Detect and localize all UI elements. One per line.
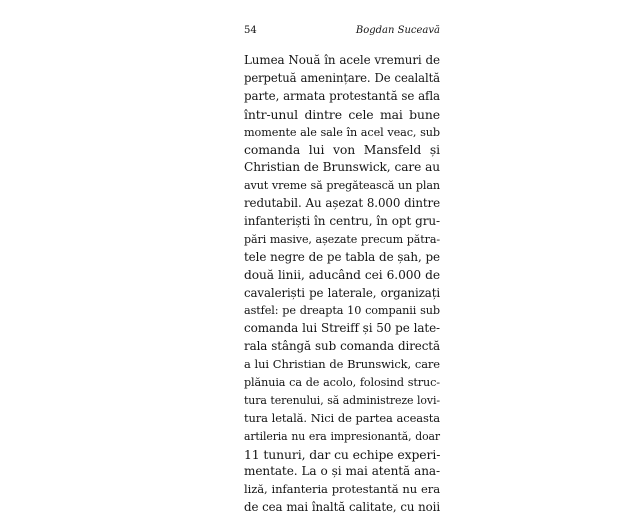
text-line: plănuia ca de acolo, folosind struc-	[244, 376, 440, 390]
running-head-author: Bogdan Suceavă	[355, 25, 440, 36]
text-line: tura terenului, să administreze lovi-	[244, 393, 440, 407]
text-line: rala stângă sub comanda directă	[244, 339, 440, 354]
text-line: două linii, aducând cei 6.000 de	[244, 267, 440, 282]
body-text	[244, 52, 440, 517]
text-line: Christian de Brunswick, care au	[244, 160, 440, 175]
text-line: astfel: pe dreapta 10 companii sub	[244, 304, 440, 318]
text-line: tele negre de pe tabla de șah, pe	[244, 249, 440, 264]
text-line: avut vreme să pregătească un plan	[244, 179, 440, 193]
text-line: de cea mai înaltă calitate, cu noii	[244, 500, 440, 515]
text-line: mentate. La o și mai atentă ana-	[244, 464, 440, 479]
text-line: cavaleriști pe laterale, organizați	[244, 285, 440, 300]
text-line: liză, infanteria protestantă nu era	[244, 482, 440, 497]
text-line: comanda lui Streiff și 50 pe late-	[244, 321, 440, 336]
text-line: comanda lui von Mansfeld și	[244, 142, 440, 158]
text-line: perpetuă amenințare. De cealaltă	[244, 70, 440, 85]
text-line: artileria nu era impresionantă, doar	[244, 429, 440, 443]
text-line: pări masive, așezate precum pătra-	[244, 232, 440, 246]
text-line: într-unul dintre cele mai bune	[244, 106, 440, 122]
page-header	[244, 24, 440, 40]
text-line: Lumea Nouă în acele vremuri de	[244, 53, 440, 67]
text-line: a lui Christian de Brunswick, care	[244, 357, 440, 372]
text-line: tura letală. Nici de partea aceasta	[244, 410, 440, 425]
text-line: infanteriști în centru, în opt gru-	[244, 214, 440, 229]
text-line: 11 tunuri, dar cu echipe experi-	[244, 446, 441, 462]
text-line: redutabil. Au așezat 8.000 dintre	[244, 196, 440, 211]
page-number: 54	[244, 25, 257, 36]
text-line: parte, armata protestantă se afla	[244, 88, 440, 103]
text-line: momente ale sale în acel veac, sub	[244, 125, 440, 139]
